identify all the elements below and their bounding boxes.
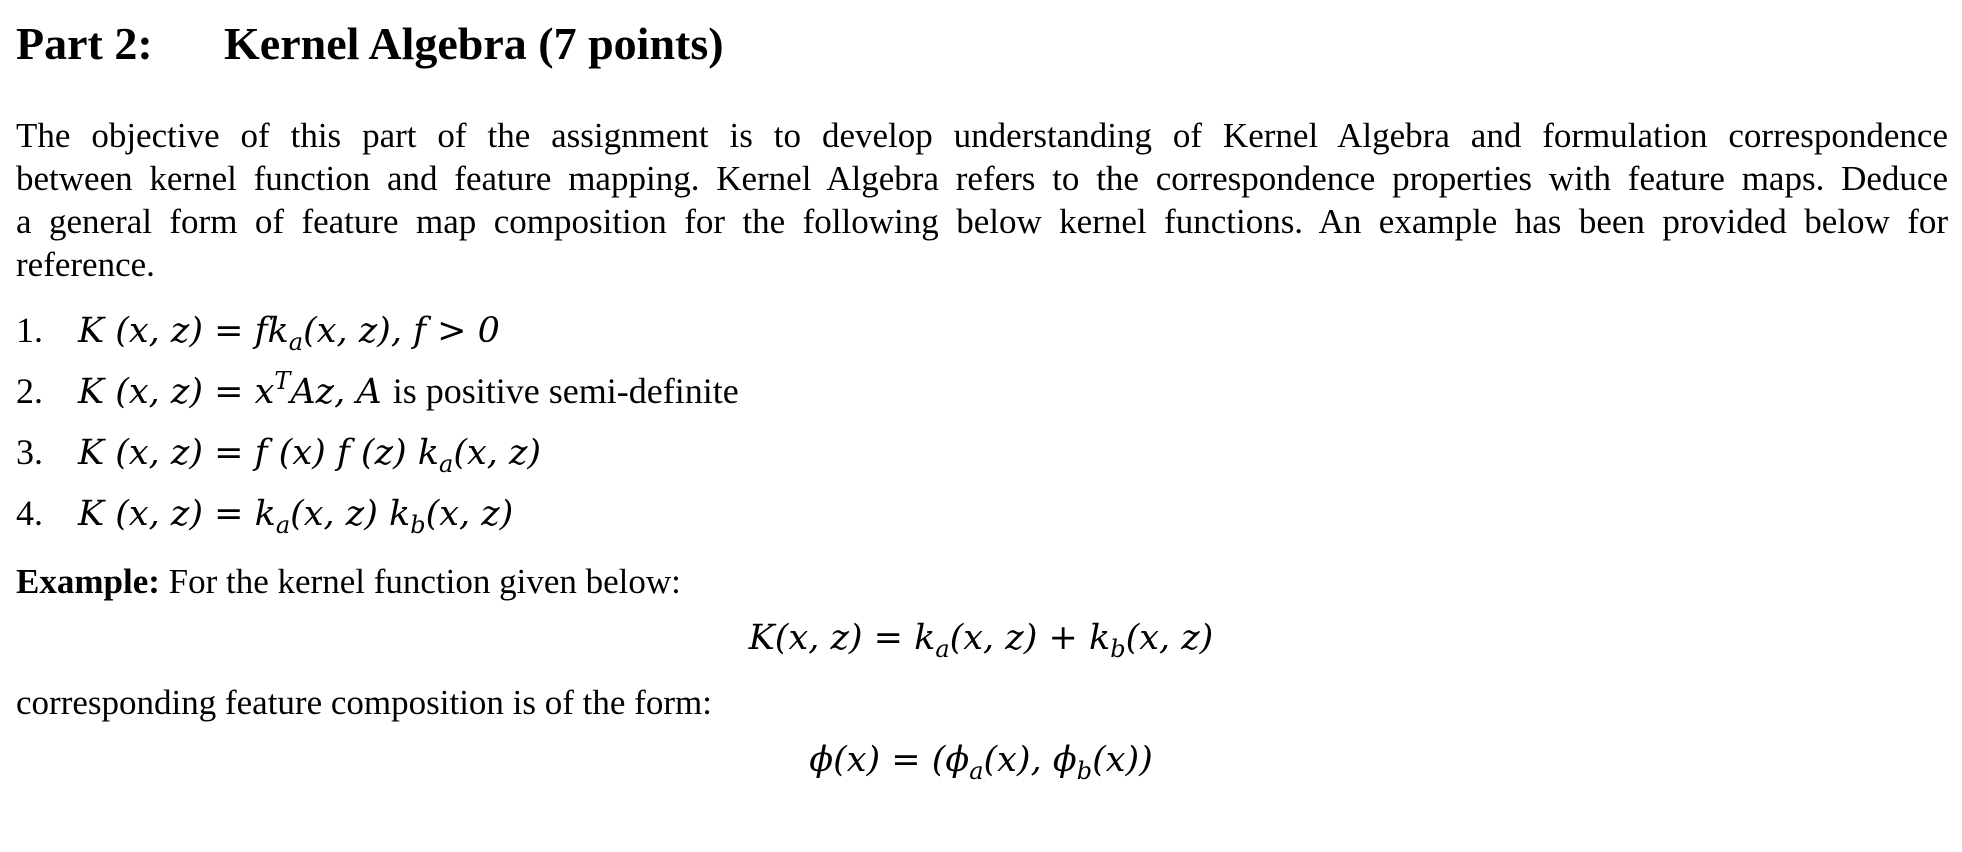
list-item	[16, 483, 739, 544]
example-text: For the kernel function given below:	[159, 562, 681, 601]
section-heading	[16, 14, 724, 74]
paragraph-line: a general form of feature map composition for the following below kernel functions. An example has been provided below for	[16, 202, 1948, 241]
example-intro	[16, 560, 681, 603]
kernel-list	[16, 300, 739, 544]
list-number: 3.	[16, 432, 43, 472]
list-number: 1.	[16, 310, 43, 350]
feature-map-equation: $\phi(x) = (\phi_a(x)$, $\phi_b(x)$)	[809, 740, 1153, 785]
paragraph-line: The objective of this part of the assignment is to develop understanding of Kernel Algebra and formulation correspondence	[16, 116, 1948, 155]
list-item	[16, 300, 739, 361]
kernel-equation: K (x, $z) = fk_a(x$, z), f > 0	[78, 311, 500, 356]
paragraph-line: reference.	[16, 245, 155, 284]
list-number: 2.	[16, 371, 43, 411]
example-label: Example:	[16, 562, 160, 601]
kernel-equation: K (x, $z) = x^TAz$, A	[78, 367, 393, 412]
kernel-equation: K (x, z) = f (x) f (z) $k_a(x$, z)	[78, 433, 542, 478]
list-item	[16, 422, 739, 483]
intro-paragraph	[16, 114, 1948, 286]
paragraph-line: between kernel function and feature mapping. Kernel Algebra refers to the correspondence properties with feature maps. Deduce	[16, 159, 1948, 198]
section-number: Part 2:	[16, 18, 153, 69]
equation-note: is positive semi-definite	[392, 371, 739, 411]
list-item	[16, 361, 739, 422]
kernel-equation: K (x, $z) = k_a(x$, z) $k_b(x$, z)	[78, 494, 514, 539]
example-equation: K(x, $z) = k_a(x$, $z) + k_b(x$, z)	[748, 618, 1214, 663]
corresponding-text: corresponding feature composition is of the form:	[16, 683, 712, 722]
list-number: 4.	[16, 493, 43, 533]
section-title: Kernel Algebra (7 points)	[224, 18, 724, 69]
